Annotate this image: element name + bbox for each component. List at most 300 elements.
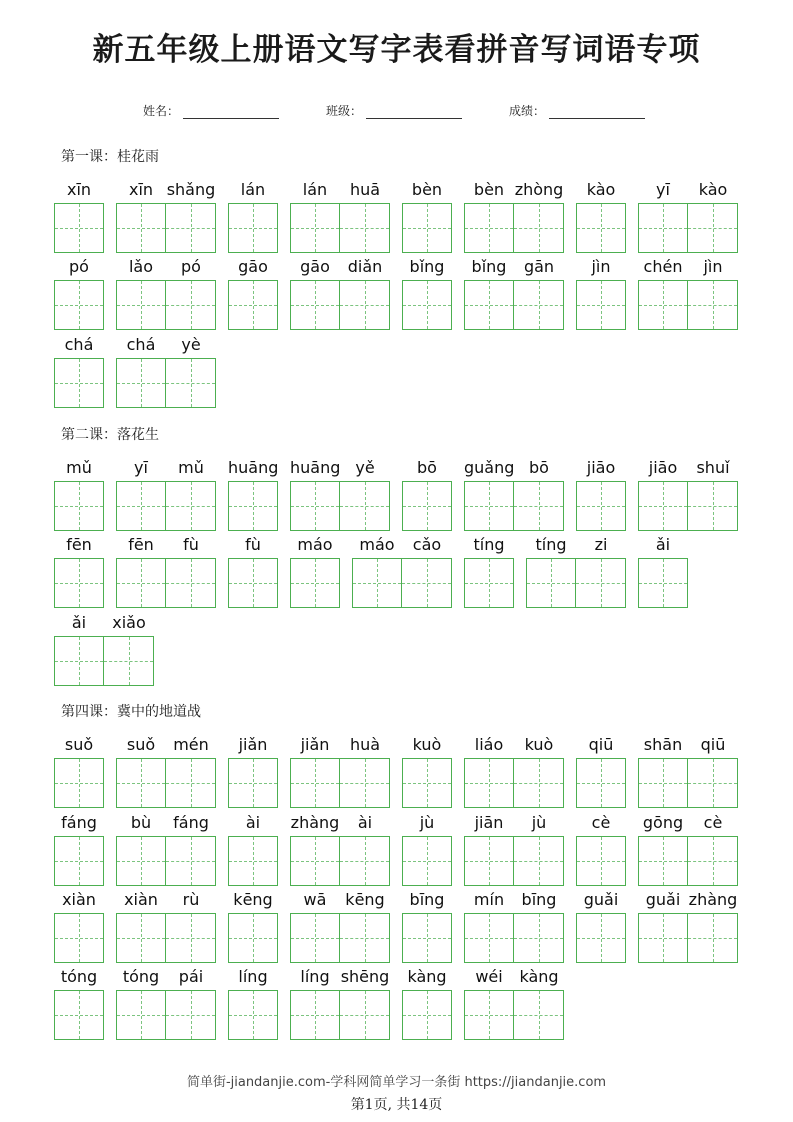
pinyin-label: shǎng [166, 180, 216, 199]
pinyin-label: máo [297, 535, 333, 554]
pinyin-row [116, 812, 216, 834]
tianzige-box[interactable] [104, 636, 154, 686]
pinyin-label: yè [181, 335, 201, 354]
tianzige-box[interactable] [228, 836, 278, 886]
tianzige-box[interactable] [166, 913, 216, 963]
pinyin-label: gāo [300, 257, 330, 276]
tianzige-box[interactable] [340, 836, 390, 886]
writing-boxes [576, 913, 626, 963]
pinyin-label: huāng [290, 458, 341, 477]
writing-boxes [638, 203, 738, 253]
pinyin-label: pó [181, 257, 201, 276]
tianzige-box[interactable] [464, 836, 514, 886]
writing-boxes [116, 990, 216, 1040]
tianzige-box[interactable] [116, 558, 166, 608]
pinyin-label: pó [69, 257, 89, 276]
writing-boxes [290, 758, 390, 808]
tianzige-box[interactable] [340, 280, 390, 330]
pinyin-row [464, 179, 564, 201]
pinyin-row [290, 966, 390, 988]
tianzige-box[interactable] [290, 990, 340, 1040]
pinyin-label: gāo [238, 257, 268, 276]
tianzige-box[interactable] [54, 280, 104, 330]
writing-boxes [464, 558, 514, 608]
tianzige-box[interactable] [228, 758, 278, 808]
tianzige-box[interactable] [54, 203, 104, 253]
pinyin-row [116, 457, 216, 479]
pinyin-label: huà [349, 735, 381, 754]
tianzige-box[interactable] [576, 758, 626, 808]
tianzige-box[interactable] [228, 913, 278, 963]
tianzige-box[interactable] [290, 280, 340, 330]
tianzige-box[interactable] [228, 203, 278, 253]
pinyin-label: kào [586, 180, 616, 199]
pinyin-row [290, 889, 390, 911]
tianzige-box[interactable] [576, 203, 626, 253]
tianzige-box[interactable] [166, 203, 216, 253]
pinyin-label: jù [531, 813, 547, 832]
pinyin-row [638, 812, 738, 834]
pinyin-row [464, 966, 564, 988]
tianzige-box[interactable] [402, 280, 452, 330]
writing-boxes [228, 758, 278, 808]
pinyin-row [464, 889, 564, 911]
pinyin-label: bīng [409, 890, 445, 909]
writing-boxes [228, 203, 278, 253]
pinyin-label: chén [643, 257, 683, 276]
pinyin-row [228, 734, 278, 756]
tianzige-box[interactable] [638, 481, 688, 531]
tianzige-box[interactable] [576, 836, 626, 886]
tianzige-box[interactable] [638, 836, 688, 886]
footer-source: 简单街-jiandanjie.com-学科网简单学习一条街 https://jiandanjie.com [186, 1075, 607, 1090]
pinyin-label: xiàn [62, 890, 96, 909]
tianzige-box[interactable] [464, 481, 514, 531]
pinyin-label: tóng [122, 967, 160, 986]
pinyin-row [116, 179, 216, 201]
pinyin-row [54, 966, 104, 988]
pinyin-label: cè [591, 813, 611, 832]
pinyin-label: kēng [233, 890, 273, 909]
writing-boxes [576, 836, 626, 886]
pinyin-label: bō [529, 458, 549, 477]
pinyin-row [638, 534, 688, 556]
pinyin-row [464, 457, 564, 479]
writing-boxes [576, 758, 626, 808]
writing-boxes [402, 203, 452, 253]
pinyin-label: tóng [60, 967, 98, 986]
pinyin-label: rù [182, 890, 200, 909]
pinyin-label: fáng [61, 813, 97, 832]
tianzige-box[interactable] [116, 990, 166, 1040]
writing-boxes [638, 558, 688, 608]
tianzige-box[interactable] [54, 758, 104, 808]
writing-boxes [638, 913, 738, 963]
writing-boxes [402, 280, 452, 330]
pinyin-label: ài [357, 813, 373, 832]
lesson-heading: 第一课：桂花雨 [61, 149, 159, 165]
tianzige-box[interactable] [464, 558, 514, 608]
tianzige-box[interactable] [54, 358, 104, 408]
tianzige-box[interactable] [464, 990, 514, 1040]
pinyin-label: guǎi [583, 890, 619, 909]
tianzige-box[interactable] [402, 481, 452, 531]
pinyin-label: bèn [473, 180, 505, 199]
tianzige-box[interactable] [514, 836, 564, 886]
pinyin-row [638, 256, 738, 278]
pinyin-row [576, 256, 626, 278]
tianzige-box[interactable] [402, 836, 452, 886]
pinyin-label: qiū [700, 735, 726, 754]
pinyin-row [228, 256, 278, 278]
tianzige-box[interactable] [116, 836, 166, 886]
pinyin-row [402, 812, 452, 834]
pinyin-label: xiǎo [112, 613, 146, 632]
pinyin-row [116, 334, 216, 356]
pinyin-label: pái [178, 967, 204, 986]
tianzige-box[interactable] [526, 558, 576, 608]
tianzige-box[interactable] [340, 990, 390, 1040]
tianzige-box[interactable] [340, 203, 390, 253]
writing-boxes [54, 636, 154, 686]
pinyin-row [116, 966, 216, 988]
pinyin-row [402, 889, 452, 911]
tianzige-box[interactable] [290, 836, 340, 886]
pinyin-row [576, 457, 626, 479]
pinyin-label: jiān [474, 813, 504, 832]
tianzige-box[interactable] [514, 203, 564, 253]
tianzige-box[interactable] [464, 913, 514, 963]
pinyin-label: fáng [173, 813, 209, 832]
tianzige-box[interactable] [514, 758, 564, 808]
tianzige-box[interactable] [638, 280, 688, 330]
pinyin-row [402, 256, 452, 278]
tianzige-box[interactable] [688, 280, 738, 330]
pinyin-row [228, 812, 278, 834]
tianzige-box[interactable] [638, 203, 688, 253]
tianzige-box[interactable] [116, 203, 166, 253]
tianzige-box[interactable] [166, 836, 216, 886]
tianzige-box[interactable] [54, 481, 104, 531]
tianzige-box[interactable] [464, 758, 514, 808]
pinyin-row [290, 256, 390, 278]
pinyin-row [54, 334, 104, 356]
pinyin-row [116, 256, 216, 278]
pinyin-label: shān [643, 735, 683, 754]
tianzige-box[interactable] [228, 558, 278, 608]
pinyin-row [54, 612, 154, 634]
writing-boxes [116, 481, 216, 531]
tianzige-box[interactable] [116, 913, 166, 963]
tianzige-box[interactable] [638, 913, 688, 963]
writing-boxes [402, 836, 452, 886]
pinyin-row [116, 734, 216, 756]
writing-boxes [290, 481, 390, 531]
tianzige-box[interactable] [514, 280, 564, 330]
pinyin-label: jìn [703, 257, 723, 276]
writing-boxes [228, 558, 278, 608]
tianzige-box[interactable] [352, 558, 402, 608]
pinyin-label: suǒ [126, 735, 156, 754]
tianzige-box[interactable] [514, 481, 564, 531]
tianzige-box[interactable] [688, 203, 738, 253]
pinyin-row [54, 534, 104, 556]
writing-boxes [464, 836, 564, 886]
pinyin-label: qiū [588, 735, 614, 754]
pinyin-label: ǎi [655, 535, 671, 554]
pinyin-label: kuò [524, 735, 554, 754]
pinyin-row [290, 457, 390, 479]
tianzige-box[interactable] [166, 990, 216, 1040]
writing-boxes [290, 203, 390, 253]
pinyin-label: lán [302, 180, 328, 199]
tianzige-box[interactable] [54, 836, 104, 886]
tianzige-box[interactable] [228, 280, 278, 330]
tianzige-box[interactable] [116, 481, 166, 531]
writing-boxes [54, 481, 104, 531]
writing-boxes [402, 913, 452, 963]
tianzige-box[interactable] [290, 558, 340, 608]
pinyin-label: mǔ [178, 458, 204, 477]
tianzige-box[interactable] [166, 481, 216, 531]
pinyin-label: huāng [228, 458, 279, 477]
tianzige-box[interactable] [514, 990, 564, 1040]
pinyin-row [464, 734, 564, 756]
writing-boxes [464, 913, 564, 963]
pinyin-row [576, 812, 626, 834]
pinyin-label: kàng [407, 967, 447, 986]
pinyin-label: bù [130, 813, 152, 832]
pinyin-label: gān [523, 257, 555, 276]
pinyin-label: mén [173, 735, 209, 754]
tianzige-box[interactable] [340, 913, 390, 963]
tianzige-box[interactable] [514, 913, 564, 963]
writing-boxes [228, 836, 278, 886]
writing-boxes [576, 280, 626, 330]
pinyin-label: jù [419, 813, 435, 832]
pinyin-label: kào [698, 180, 728, 199]
pinyin-label: lán [240, 180, 266, 199]
writing-boxes [290, 280, 390, 330]
writing-boxes [638, 836, 738, 886]
pinyin-label: yě [355, 458, 375, 477]
writing-boxes [54, 758, 104, 808]
tianzige-box[interactable] [402, 990, 452, 1040]
pinyin-label: shuǐ [696, 458, 730, 477]
tianzige-box[interactable] [166, 758, 216, 808]
tianzige-box[interactable] [576, 280, 626, 330]
writing-boxes [116, 758, 216, 808]
tianzige-box[interactable] [290, 758, 340, 808]
writing-boxes [576, 203, 626, 253]
tianzige-box[interactable] [54, 913, 104, 963]
pinyin-row [228, 966, 278, 988]
tianzige-box[interactable] [638, 558, 688, 608]
pinyin-label: bǐng [471, 257, 507, 276]
tianzige-box[interactable] [340, 481, 390, 531]
pinyin-label: suǒ [64, 735, 94, 754]
writing-boxes [638, 758, 738, 808]
pinyin-label: wéi [475, 967, 503, 986]
tianzige-box[interactable] [166, 280, 216, 330]
pinyin-row [576, 889, 626, 911]
pinyin-row [228, 534, 278, 556]
tianzige-box[interactable] [228, 481, 278, 531]
tianzige-box[interactable] [688, 758, 738, 808]
tianzige-box[interactable] [166, 558, 216, 608]
pinyin-label: lǎo [128, 257, 154, 276]
writing-boxes [116, 280, 216, 330]
pinyin-row [54, 734, 104, 756]
score-label: 成绩： [509, 104, 546, 118]
tianzige-box[interactable] [166, 358, 216, 408]
tianzige-box[interactable] [464, 203, 514, 253]
tianzige-box[interactable] [116, 280, 166, 330]
pinyin-row [402, 966, 452, 988]
pinyin-label: kuò [412, 735, 442, 754]
pinyin-label: yī [656, 180, 670, 199]
writing-boxes [402, 758, 452, 808]
pinyin-row [638, 889, 738, 911]
tianzige-box[interactable] [576, 558, 626, 608]
pinyin-row [464, 812, 564, 834]
lesson-heading: 第二课：落花生 [61, 427, 159, 443]
pinyin-label: yī [134, 458, 148, 477]
tianzige-box[interactable] [576, 481, 626, 531]
pinyin-label: jiāo [586, 458, 616, 477]
writing-boxes [464, 990, 564, 1040]
writing-boxes [402, 990, 452, 1040]
pinyin-row [54, 457, 104, 479]
writing-boxes [464, 758, 564, 808]
pinyin-row [116, 889, 216, 911]
tianzige-box[interactable] [54, 558, 104, 608]
pinyin-label: líng [238, 967, 268, 986]
pinyin-row [638, 734, 738, 756]
pinyin-label: ài [245, 813, 261, 832]
writing-boxes [116, 558, 216, 608]
pinyin-row [290, 534, 340, 556]
pinyin-row [576, 734, 626, 756]
writing-boxes [116, 358, 216, 408]
writing-boxes [290, 558, 340, 608]
pinyin-label: ǎi [71, 613, 87, 632]
writing-boxes [116, 836, 216, 886]
writing-boxes [352, 558, 452, 608]
writing-boxes [290, 836, 390, 886]
writing-boxes [464, 481, 564, 531]
pinyin-row [402, 179, 452, 201]
pinyin-label: máo [359, 535, 395, 554]
pinyin-row [576, 179, 626, 201]
tianzige-box[interactable] [54, 636, 104, 686]
tianzige-box[interactable] [576, 913, 626, 963]
writing-boxes [228, 990, 278, 1040]
pinyin-label: gōng [642, 813, 684, 832]
tianzige-box[interactable] [54, 990, 104, 1040]
pinyin-row [228, 457, 278, 479]
pinyin-row [464, 534, 514, 556]
pinyin-label: mín [473, 890, 505, 909]
pinyin-label: chá [126, 335, 156, 354]
writing-boxes [228, 280, 278, 330]
tianzige-box[interactable] [290, 203, 340, 253]
writing-boxes [290, 913, 390, 963]
pinyin-row [290, 179, 390, 201]
pinyin-label: chá [64, 335, 94, 354]
pinyin-label: guǎi [645, 890, 681, 909]
tianzige-box[interactable] [290, 913, 340, 963]
tianzige-box[interactable] [688, 913, 738, 963]
pinyin-label: bǐng [409, 257, 445, 276]
pinyin-row [228, 179, 278, 201]
pinyin-label: bō [417, 458, 437, 477]
writing-boxes [464, 280, 564, 330]
pinyin-label: mǔ [66, 458, 92, 477]
tianzige-box[interactable] [402, 558, 452, 608]
writing-boxes [54, 558, 104, 608]
tianzige-box[interactable] [688, 836, 738, 886]
writing-boxes [228, 913, 278, 963]
pinyin-label: cè [703, 813, 723, 832]
tianzige-box[interactable] [116, 758, 166, 808]
pinyin-label: wā [303, 890, 327, 909]
pinyin-label: jiǎn [300, 735, 330, 754]
pinyin-label: diǎn [347, 257, 383, 276]
writing-boxes [54, 990, 104, 1040]
writing-boxes [54, 836, 104, 886]
writing-boxes [228, 481, 278, 531]
pinyin-row [638, 457, 738, 479]
pinyin-row [54, 889, 104, 911]
pinyin-label: shēng [340, 967, 390, 986]
pinyin-label: líng [300, 967, 330, 986]
pinyin-label: fēn [128, 535, 154, 554]
pinyin-label: xiàn [124, 890, 158, 909]
pinyin-label: tíng [535, 535, 567, 554]
tianzige-box[interactable] [402, 913, 452, 963]
pinyin-label: fēn [66, 535, 92, 554]
writing-boxes [638, 481, 738, 531]
class-label: 班级： [326, 104, 363, 118]
pinyin-label: bīng [521, 890, 557, 909]
pinyin-row [290, 734, 390, 756]
pinyin-label: jiǎn [238, 735, 268, 754]
tianzige-box[interactable] [228, 990, 278, 1040]
writing-boxes [290, 990, 390, 1040]
tianzige-box[interactable] [290, 481, 340, 531]
pinyin-row [402, 734, 452, 756]
pinyin-label: liáo [474, 735, 504, 754]
pinyin-row [54, 812, 104, 834]
tianzige-box[interactable] [340, 758, 390, 808]
pinyin-label: huā [349, 180, 381, 199]
tianzige-box[interactable] [688, 481, 738, 531]
page-title: 新五年级上册语文写字表看拼音写词语专项 [92, 32, 701, 68]
tianzige-box[interactable] [464, 280, 514, 330]
page-number: 第1页, 共14页 [350, 1097, 443, 1113]
writing-boxes [576, 481, 626, 531]
writing-boxes [116, 203, 216, 253]
tianzige-box[interactable] [638, 758, 688, 808]
tianzige-box[interactable] [402, 203, 452, 253]
pinyin-row [290, 812, 390, 834]
pinyin-label: kàng [519, 967, 559, 986]
tianzige-box[interactable] [402, 758, 452, 808]
writing-boxes [54, 913, 104, 963]
pinyin-row [54, 256, 104, 278]
tianzige-box[interactable] [116, 358, 166, 408]
